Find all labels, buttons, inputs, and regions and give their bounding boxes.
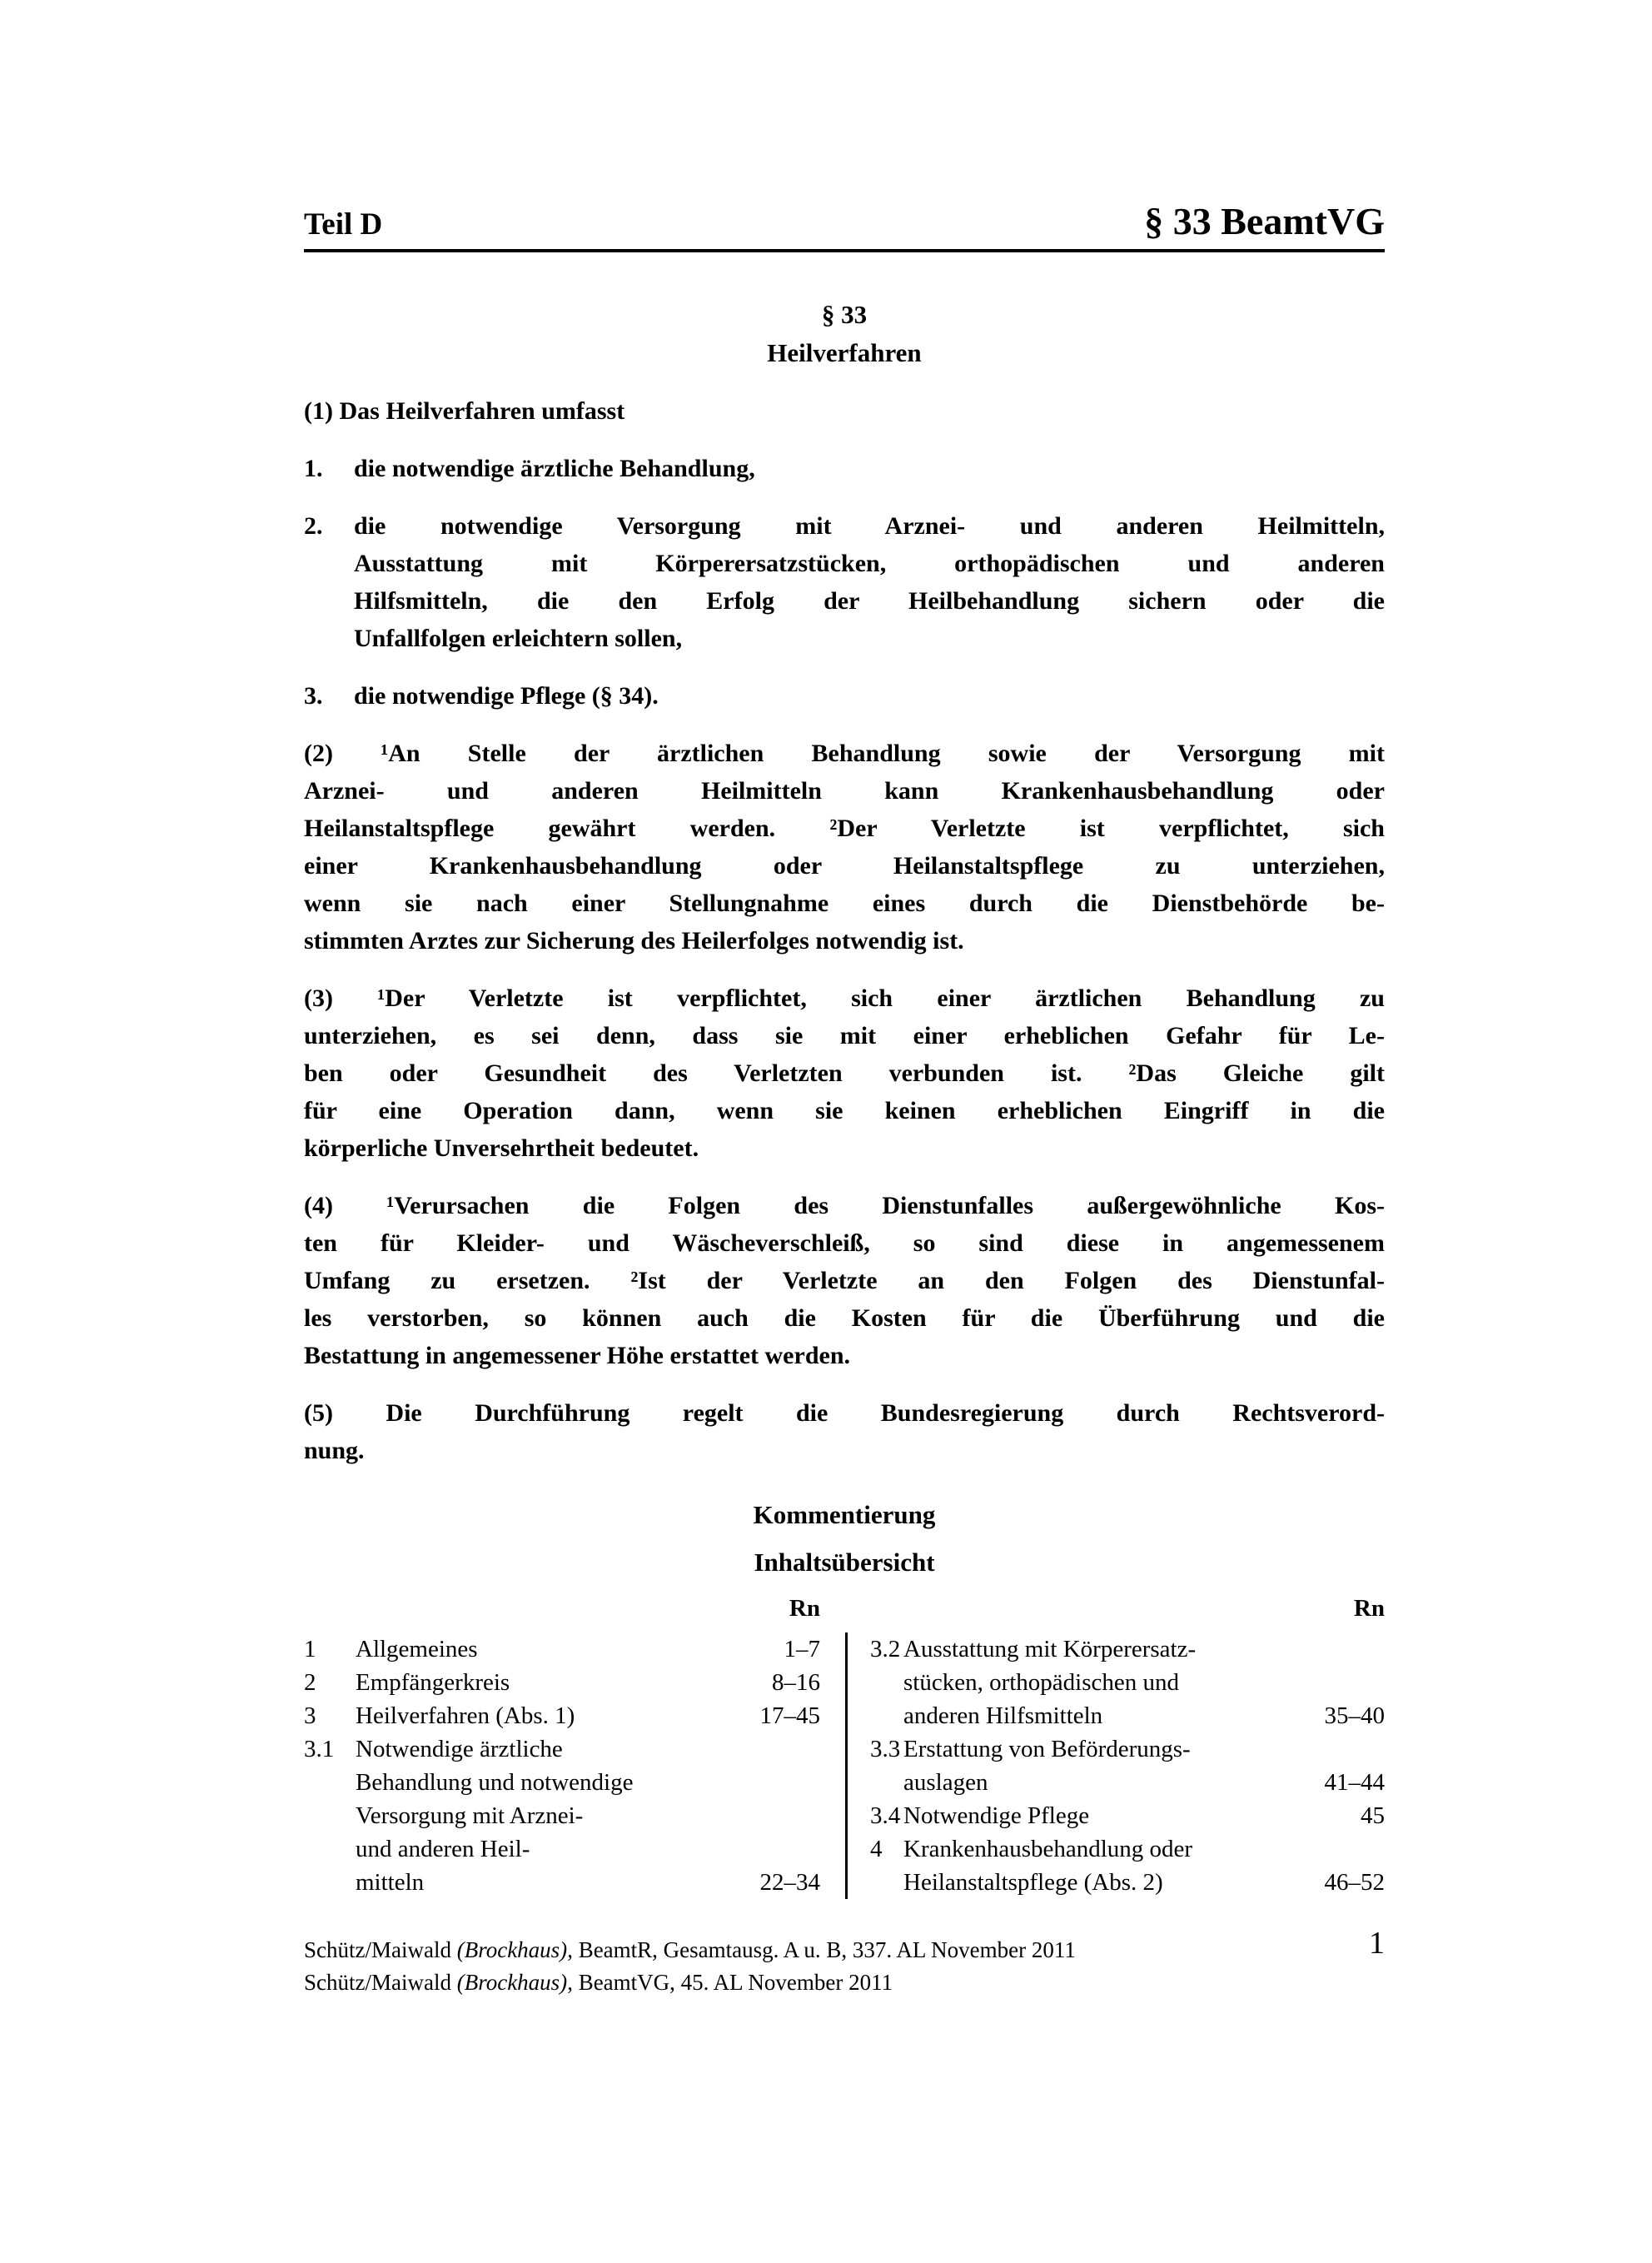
toc-entry	[870, 1732, 1385, 1799]
footer-citation-text: Schütz/Maiwald	[304, 1970, 457, 1995]
toc-entry-line	[356, 1832, 820, 1866]
toc-entry-line	[903, 1766, 1385, 1799]
text-line: ben oder Gesundheit des Verletzten verbunden ist. ²Das Gleiche gilt	[304, 1059, 1385, 1087]
list-item-text	[354, 677, 1385, 715]
part-label: Teil D	[304, 207, 383, 242]
list-item-text	[354, 507, 1385, 657]
text-line: die notwendige Versorgung mit Arznei- und anderen Heilmitteln,	[354, 512, 1385, 540]
toc-entry-line	[356, 1632, 820, 1666]
toc-entry-number: 3	[304, 1702, 316, 1729]
footer-citation-italic: (Brockhaus)	[456, 1970, 568, 1995]
toc-entry-rn: 17–45	[759, 1702, 820, 1729]
toc-entry-rn: 8–16	[772, 1669, 820, 1696]
toc-entry-line	[903, 1732, 1385, 1766]
toc-entry-number: 3.1	[304, 1736, 335, 1762]
footer-citation-italic: (Brockhaus)	[456, 1937, 568, 1962]
text-line: les verstorben, so können auch die Kosten für die Überführung und die	[304, 1304, 1385, 1332]
toc-header-gap	[820, 1594, 872, 1622]
toc-entry-text: Behandlung und notwendige	[356, 1769, 634, 1796]
list-item-text	[354, 450, 1385, 487]
toc-entry	[870, 1799, 1385, 1832]
toc-entry-label	[903, 1732, 1385, 1799]
text-line: (4) ¹Verursachen die Folgen des Dienstunfalles außergewöhnliche Kos-	[304, 1192, 1385, 1219]
page-content	[304, 0, 1385, 1999]
statute-paragraph	[304, 979, 1385, 1167]
toc-entry-line	[903, 1866, 1385, 1899]
statute-intro: (1) Das Heilverfahren umfasst	[304, 397, 625, 425]
text-line: Unfallfolgen erleichtern sollen,	[354, 625, 683, 652]
toc-entry-label	[903, 1832, 1385, 1899]
toc-entry-text: und anderen Heil-	[356, 1836, 530, 1862]
toc-entry-label	[903, 1632, 1385, 1732]
toc-entry-text: Krankenhausbehandlung oder	[903, 1836, 1193, 1862]
commentary-heading: Kommentierung	[753, 1500, 936, 1529]
text-line: die notwendige Pflege (§ 34).	[354, 682, 659, 710]
section-reference: § 33 BeamtVG	[1144, 200, 1385, 242]
rn-header-right: Rn	[1353, 1595, 1385, 1622]
toc-entry-rn: 22–34	[759, 1869, 820, 1896]
text-line: Heilanstaltspflege gewährt werden. ²Der Verletzte ist verpflichtet, sich	[304, 815, 1385, 842]
toc-entry-line	[356, 1666, 820, 1699]
toc-entry	[304, 1699, 820, 1732]
toc-entry-text: Allgemeines	[356, 1636, 478, 1662]
text-line: die notwendige ärztliche Behandlung,	[354, 455, 755, 482]
toc-entry	[870, 1632, 1385, 1732]
toc-entry-line	[356, 1732, 820, 1766]
toc-entry-number: 3.4	[870, 1802, 901, 1829]
statute-list-item	[304, 450, 1385, 487]
toc-entry-number: 3.2	[870, 1636, 901, 1662]
footer-citation-line	[304, 1966, 1385, 1999]
text-line: einer Krankenhausbehandlung oder Heilanstaltspflege zu unterziehen,	[304, 852, 1385, 880]
toc-entry-text: Notwendige Pflege	[903, 1802, 1090, 1829]
toc-entry-line	[356, 1766, 820, 1799]
list-item-number: 1.	[304, 455, 323, 482]
footer-citation-line	[304, 1934, 1385, 1966]
section-title: Heilverfahren	[767, 338, 922, 367]
text-line: unterziehen, es sei denn, dass sie mit einer erheblichen Gefahr für Le-	[304, 1022, 1385, 1049]
toc-entry-line	[903, 1799, 1385, 1832]
statute-list-item	[304, 507, 1385, 657]
toc-column-right	[870, 1632, 1385, 1899]
text-line: Bestattung in angemessener Höhe erstattet werden.	[304, 1342, 851, 1369]
text-line: (5) Die Durchführung regelt die Bundesregierung durch Rechtsverord-	[304, 1399, 1385, 1427]
text-line: ten für Kleider- und Wäscheverschleiß, so sind diese in angemessenem	[304, 1229, 1385, 1257]
statute-paragraph	[304, 1394, 1385, 1469]
footer-citation-text: , BeamtR, Gesamtausg. A u. B, 337. AL November 2011	[567, 1937, 1076, 1962]
toc-column-left	[304, 1632, 820, 1899]
toc-entry-line	[356, 1799, 820, 1832]
toc-entry	[870, 1832, 1385, 1899]
toc-entry-number: 2	[304, 1669, 316, 1696]
toc-entry-number: 4	[870, 1836, 883, 1862]
toc-entry	[304, 1632, 820, 1666]
text-line: (3) ¹Der Verletzte ist verpflichtet, sich einer ärztlichen Behandlung zu	[304, 984, 1385, 1012]
toc-entry-label	[356, 1666, 820, 1699]
text-line: nung.	[304, 1437, 365, 1464]
toc-entry-label	[356, 1732, 820, 1899]
toc-entry-text: Ausstattung mit Körperersatz-	[903, 1636, 1197, 1662]
toc-entry-rn: 45	[1361, 1802, 1385, 1829]
list-item-number: 2.	[304, 512, 323, 540]
statute-title-block	[304, 296, 1385, 372]
toc-entry	[304, 1732, 820, 1899]
page-number: 1	[1369, 1926, 1385, 1961]
toc-entry-rn: 35–40	[1324, 1702, 1385, 1729]
toc-entry-text: Versorgung mit Arznei-	[356, 1802, 584, 1829]
toc-entry-text: Notwendige ärztliche	[356, 1736, 563, 1762]
toc-entry-line	[356, 1699, 820, 1732]
text-line: Umfang zu ersetzen. ²Ist der Verletzte an den Folgen des Dienstunfal-	[304, 1267, 1385, 1294]
toc-entry-text: stücken, orthopädischen und	[903, 1669, 1180, 1696]
toc-entry-text: mitteln	[356, 1869, 425, 1896]
toc-heading: Inhaltsübersicht	[754, 1548, 935, 1577]
toc-entry-text: Heilverfahren (Abs. 1)	[356, 1702, 575, 1729]
text-line: stimmten Arztes zur Sicherung des Heilerfolges notwendig ist.	[304, 927, 964, 955]
text-line: Arznei- und anderen Heilmitteln kann Krankenhausbehandlung oder	[304, 777, 1385, 805]
toc-entry-rn: 41–44	[1324, 1769, 1385, 1796]
footer-citation-text: , BeamtVG, 45. AL November 2011	[567, 1970, 893, 1995]
running-header	[304, 202, 1385, 241]
statute-list-item	[304, 677, 1385, 715]
text-line: körperliche Unversehrtheit bedeutet.	[304, 1134, 699, 1162]
toc-entry-line	[903, 1666, 1385, 1699]
toc-divider	[845, 1632, 848, 1899]
text-line: wenn sie nach einer Stellungnahme eines durch die Dienstbehörde be-	[304, 890, 1385, 917]
toc-entry-number: 3.3	[870, 1736, 901, 1762]
toc-entry-text: Empfängerkreis	[356, 1669, 510, 1696]
list-item-number: 3.	[304, 682, 323, 710]
toc-entry-text: Erstattung von Beförderungs-	[903, 1736, 1191, 1762]
toc-entry-text: Heilanstaltspflege (Abs. 2)	[903, 1869, 1163, 1896]
toc-entry-label	[356, 1632, 820, 1666]
toc-entry-label	[356, 1699, 820, 1732]
statute-paragraph	[304, 735, 1385, 960]
rn-header-left: Rn	[789, 1595, 820, 1622]
toc-entry-line	[903, 1632, 1385, 1666]
text-line: Ausstattung mit Körperersatzstücken, orthopädischen und anderen	[354, 550, 1385, 577]
toc-entry-line	[903, 1699, 1385, 1732]
toc-entry-text: auslagen	[903, 1769, 988, 1796]
toc-entry-rn: 1–7	[784, 1636, 820, 1662]
footer-citation-text: Schütz/Maiwald	[304, 1937, 457, 1962]
text-line: Hilfsmitteln, die den Erfolg der Heilbehandlung sichern oder die	[354, 587, 1385, 615]
toc-entry-label	[903, 1799, 1385, 1832]
statute-paragraph	[304, 1187, 1385, 1374]
section-number: § 33	[821, 300, 868, 329]
toc-entry-text: anderen Hilfsmitteln	[903, 1702, 1103, 1729]
header-rule	[304, 249, 1385, 252]
toc-entry-line	[356, 1866, 820, 1899]
toc-entry-line	[903, 1832, 1385, 1866]
toc-entry-rn: 46–52	[1324, 1869, 1385, 1896]
toc-column-headers	[304, 1594, 1385, 1622]
toc-entry-number: 1	[304, 1636, 316, 1662]
footer	[304, 1926, 1385, 1999]
text-line: (2) ¹An Stelle der ärztlichen Behandlung sowie der Versorgung mit	[304, 740, 1385, 767]
toc-entry	[304, 1666, 820, 1699]
table-of-contents	[304, 1632, 1385, 1899]
text-line: für eine Operation dann, wenn sie keinen erheblichen Eingriff in die	[304, 1097, 1385, 1124]
